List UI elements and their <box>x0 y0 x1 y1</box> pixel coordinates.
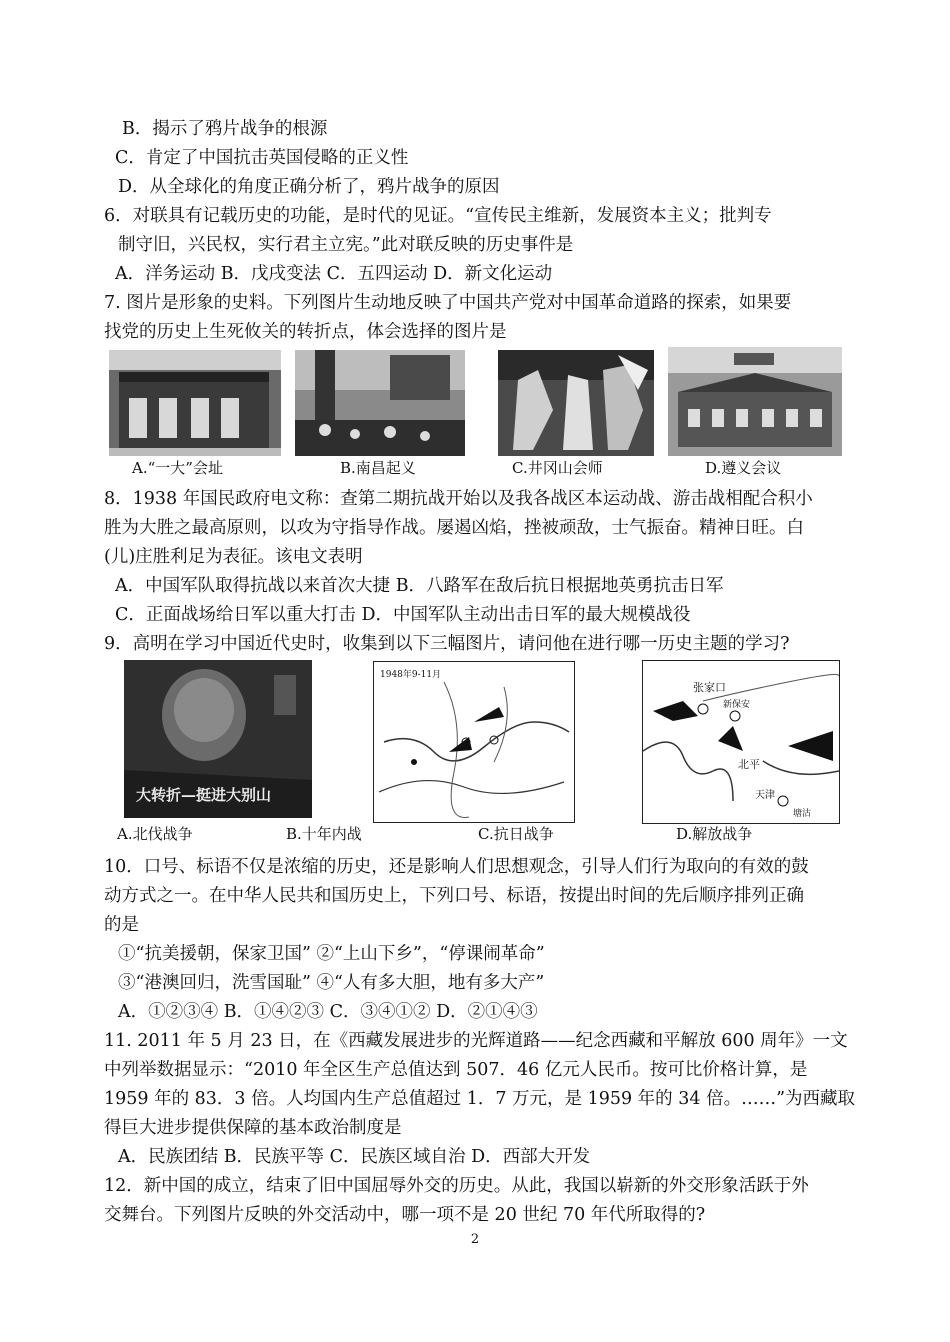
q7-photo-a <box>109 350 281 456</box>
q9-caption-b: B.十年内战 <box>286 825 362 843</box>
q6-options: A．洋务运动 B．戊戌变法 C．五四运动 D．新文化运动 <box>115 264 553 284</box>
q9-caption-c: C.抗日战争 <box>478 825 554 843</box>
q9-stem: 9．高明在学习中国近代史时，收集到以下三幅图片，请问他在进行哪一历史主题的学习? <box>104 634 790 654</box>
q9-poster-title: 大转折—挺进大别山 <box>136 786 272 804</box>
q8-stem-line1: 8．1938 年国民政府电文称：查第二期抗战开始以及我各战区本运动战、游击战相配合积小 <box>104 489 813 509</box>
q10-stem-line2: 动方式之一。在中华人民共和国历史上，下列口号、标语，按提出时间的先后顺序排列正确 <box>104 886 804 906</box>
q11-stem-line1: 11. 2011 年 5 月 23 日，在《西藏发展进步的光辉道路——纪念西藏和平解放 600 周年》一文 <box>104 1031 848 1051</box>
q7-caption-a: A.“一大”会址 <box>132 459 223 477</box>
q7-caption-b: B.南昌起义 <box>340 459 416 477</box>
q11-stem-line3: 1959 年的 83．3 倍。人均国内生产总值超过 1．7 万元，是 1959 年的 34 倍。……”为西藏取 <box>104 1089 856 1109</box>
q8-options-ab: A．中国军队取得抗战以来首次大捷 B．八路军在敌后抗日根据地英勇抗击日军 <box>115 576 724 596</box>
q5-option-b: B．揭示了鸦片战争的根源 <box>122 119 328 139</box>
q9-place-xinbaoan: 新保安 <box>723 700 751 710</box>
q11-options: A．民族团结 B．民族平等 C．民族区域自治 D．西部大开发 <box>118 1147 591 1167</box>
q9-place-tanggu: 塘沽 <box>793 809 812 819</box>
q9-map-pingjin <box>642 660 840 824</box>
q7-stem-line2: 找党的历史上生死攸关的转折点，体会选择的图片是 <box>104 322 507 342</box>
q12-stem-line1: 12．新中国的成立，结束了旧中国屈辱外交的历史。从此，我国以崭新的外交形象活跃于外 <box>104 1176 809 1196</box>
q9-place-zhangjiakou: 张家口 <box>693 681 726 694</box>
q10-stem-line1: 10．口号、标语不仅是浓缩的历史，还是影响人们思想观念，引导人们行为取向的有效的鼓 <box>104 857 809 877</box>
q7-caption-d: D.遵义会议 <box>705 459 782 477</box>
q10-slogans-12: ①“抗美援朝，保家卫国” ②“上山下乡”，“停课闹革命” <box>118 944 545 964</box>
q9-place-tianjin: 天津 <box>755 790 775 801</box>
q8-options-cd: C．正面战场给日军以重大打击 D．中国军队主动出击日军的最大规模战役 <box>115 605 691 625</box>
q5-option-d: D．从全球化的角度正确分析了，鸦片战争的原因 <box>118 177 500 197</box>
q8-stem-line2: 胜为大胜之最高原则，以攻为守指导作战。屡遏凶焰，挫被顽敌，士气振奋。精神日旺。白 <box>104 518 804 538</box>
q7-stem-line1: 7. 图片是形象的史料。下列图片生动地反映了中国共产党对中国革命道路的探索，如果要 <box>104 293 792 313</box>
q8-stem-line3: (儿)庄胜利足为表征。该电文表明 <box>104 547 363 567</box>
q9-map-huaihai <box>373 661 575 823</box>
q7-photo-c <box>498 350 654 456</box>
q10-slogans-34: ③“港澳回归，洗雪国耻” ④“人有多大胆，地有多大产” <box>118 973 545 993</box>
q9-caption-d: D.解放战争 <box>676 825 753 843</box>
q6-stem-line2: 制守旧，兴民权，实行君主立宪。”此对联反映的历史事件是 <box>118 235 574 255</box>
q7-photo-d <box>668 347 842 456</box>
q9-poster-image <box>124 660 312 818</box>
q10-options: A．①②③④ B．①④②③ C．③④①② D．②①④③ <box>118 1002 538 1022</box>
q7-photo-b <box>295 350 465 456</box>
q11-stem-line4: 得巨大进步提供保障的基本政治制度是 <box>104 1118 402 1138</box>
q11-stem-line2: 中列举数据显示：“2010 年全区生产总值达到 507．46 亿元人民币。按可比价格计算，是 <box>104 1060 808 1080</box>
q12-stem-line2: 交舞台。下列图片反映的外交活动中，哪一项不是 20 世纪 70 年代所取得的? <box>104 1205 706 1225</box>
q7-caption-c: C.井冈山会师 <box>512 459 603 477</box>
q5-option-c: C．肯定了中国抗击英国侵略的正义性 <box>115 148 409 168</box>
q9-map-date: 1948年9-11月 <box>380 670 442 680</box>
q9-caption-a: A.北伐战争 <box>117 825 193 843</box>
q10-stem-line3: 的是 <box>104 915 139 935</box>
q6-stem-line1: 6．对联具有记载历史的功能，是时代的见证。“宣传民主维新，发展资本主义；批判专 <box>104 206 772 226</box>
q9-place-beiping: 北平 <box>738 758 760 771</box>
page-number: 2 <box>470 1232 480 1247</box>
